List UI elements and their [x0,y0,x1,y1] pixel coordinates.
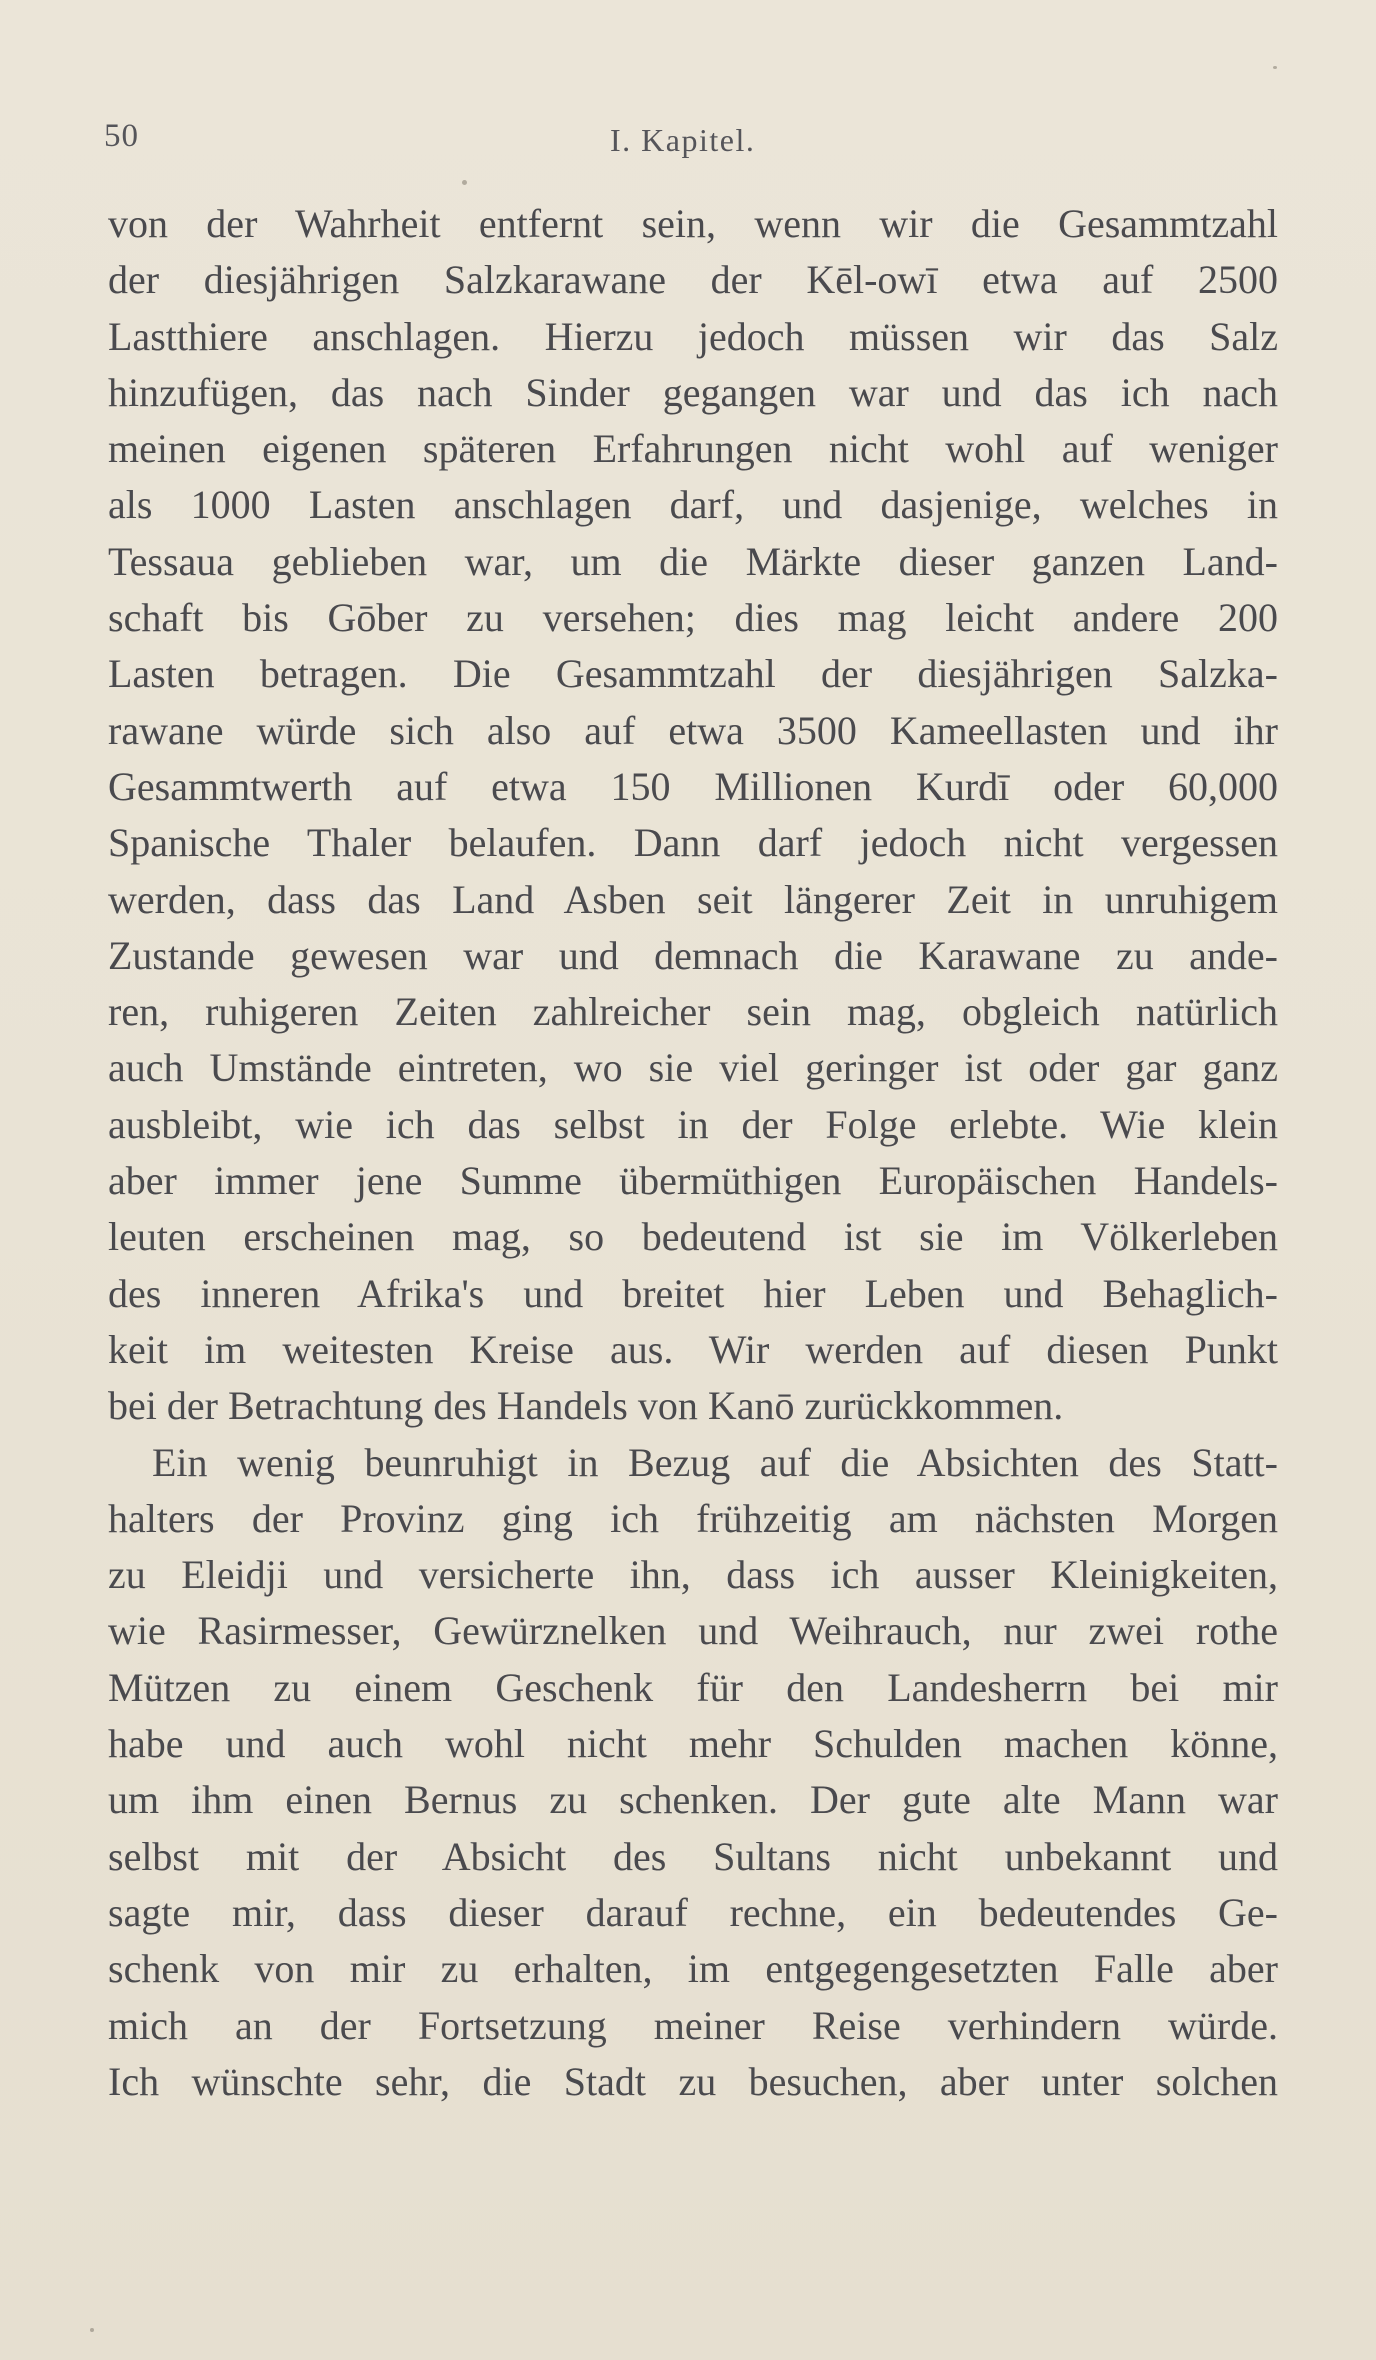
text-line: von der Wahrheit entfernt sein, wenn wir die Gesammtzahl [108,201,1278,246]
body-text [108,196,1278,2110]
text-line: des inneren Afrika's und breitet hier Leben und Behaglich- [108,1270,1278,1316]
paper-speck [1273,66,1277,69]
paper-speck [462,180,467,185]
running-head: I. Kapitel. [610,122,756,158]
text-line: bei der Betrachtung des Handels von Kanō zurückkommen. [108,1383,1064,1429]
text-line: Ich wünschte sehr, die Stadt zu besuchen, aber unter solchen [108,2058,1278,2104]
text-line: leuten erscheinen mag, so bedeutend ist sie im Völkerleben [108,1214,1278,1260]
paragraph-start-line: Ein wenig beunruhigt in Bezug auf die Absichten des Statt- [152,1439,1278,1485]
text-line: meinen eigenen späteren Erfahrungen nicht wohl auf weniger [108,426,1278,472]
text-line: um ihm einen Bernus zu schenken. Der gute alte Mann war [108,1777,1278,1823]
text-line: Mützen zu einem Geschenk für den Landesherrn bei mir [108,1664,1278,1710]
text-line: mich an der Fortsetzung meiner Reise verhindern würde. [108,2002,1278,2048]
text-line: Tessaua geblieben war, um die Märkte dieser ganzen Land- [108,538,1278,584]
text-line: als 1000 Lasten anschlagen darf, und dasjenige, welches in [108,482,1278,528]
text-line: Spanische Thaler belaufen. Dann darf jedoch nicht vergessen [108,820,1278,866]
text-line: schaft bis Gōber zu versehen; dies mag leicht andere 200 [108,595,1278,641]
text-line: Gesammtwerth auf etwa 150 Millionen Kurdī oder 60,000 [108,763,1278,809]
text-line: Lastthiere anschlagen. Hierzu jedoch müssen wir das Salz [108,313,1278,359]
text-line: ren, ruhigeren Zeiten zahlreicher sein mag, obgleich natürlich [108,989,1278,1035]
text-line: zu Eleidji und versicherte ihn, dass ich ausser Kleinigkeiten, [108,1552,1278,1598]
text-line: auch Umstände eintreten, wo sie viel geringer ist oder gar ganz [108,1045,1278,1091]
text-line: wie Rasirmesser, Gewürznelken und Weihrauch, nur zwei rothe [108,1608,1278,1654]
text-line: halters der Provinz ging ich frühzeitig am nächsten Morgen [108,1495,1278,1541]
text-line: Lasten betragen. Die Gesammtzahl der diesjährigen Salzka- [108,651,1278,697]
text-line: keit im weitesten Kreise aus. Wir werden auf diesen Punkt [108,1326,1278,1372]
text-line: der diesjährigen Salzkarawane der Kēl-owī etwa auf 2500 [108,257,1278,303]
text-line: aber immer jene Summe übermüthigen Europäischen Handels- [108,1158,1278,1204]
page-number: 50 [104,118,139,154]
text-line: ausbleibt, wie ich das selbst in der Folge erlebte. Wie klein [108,1101,1278,1147]
text-line: Zustande gewesen war und demnach die Karawane zu ande- [108,932,1278,978]
text-line: selbst mit der Absicht des Sultans nicht unbekannt und [108,1833,1278,1879]
text-line: sagte mir, dass dieser darauf rechne, ein bedeutendes Ge- [108,1889,1278,1935]
text-line: habe und auch wohl nicht mehr Schulden machen könne, [108,1721,1278,1767]
text-line: schenk von mir zu erhalten, im entgegengesetzten Falle aber [108,1946,1278,1992]
text-line: werden, dass das Land Asben seit längerer Zeit in unruhigem [108,876,1278,922]
text-line: rawane würde sich also auf etwa 3500 Kameellasten und ihr [108,707,1278,753]
text-line: hinzufügen, das nach Sinder gegangen war und das ich nach [108,369,1278,415]
paper-speck [90,2328,94,2332]
